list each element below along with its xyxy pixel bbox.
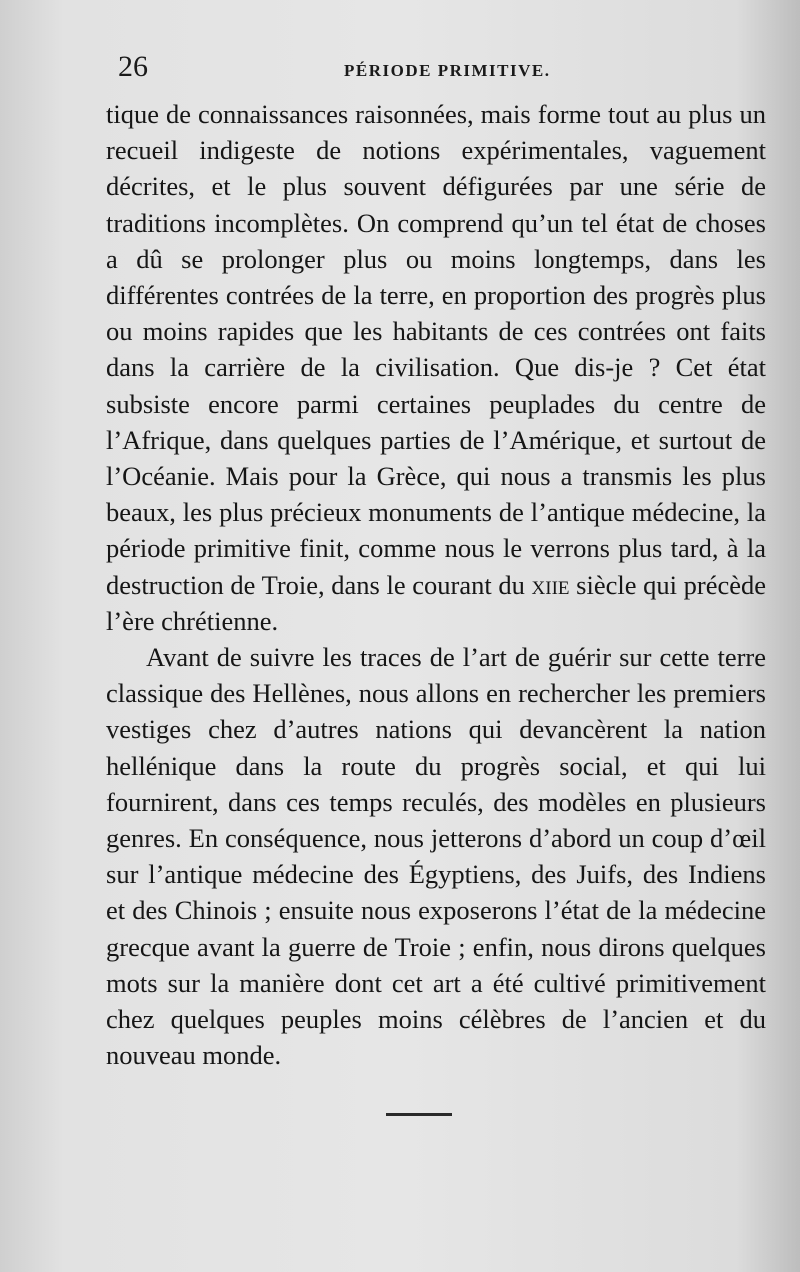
paragraph-1-text: tique de connaissances raisonnées, mais forme tout au plus un recueil indigeste de notions expérimentales, vaguement décrites, et le plus souvent défigurées par une série de traditions incomplètes. On comprend qu’un tel état de choses a dû se prolonger plus ou moins longtemps, dans les différentes contrées de la terre, en proportion des progrès plus ou moins rapides que les habitants de ces contrées ont faits dans la carrière de la civilisation. Que dis-je ? Cet état subsiste encore parmi certaines peuplades du centre de l’Afrique, dans quelques parties de l’Amérique, et surtout de l’Océanie. Mais pour la Grèce, qui nous a transmis les plus beaux, les plus précieux monuments de l’antique médecine, la période primitive finit, comme nous le verrons plus tard, à la destruction de Troie, dans le courant du [106,99,766,600]
body-text [106,96,766,1073]
page-number: 26 [118,50,148,83]
paragraph-1-text-end: siècle qui précède l’ère chrétienne. [106,569,767,636]
running-head: PÉRIODE PRIMITIVE. [344,61,551,80]
century-numeral: xiie [531,569,570,600]
paragraph-2: Avant de suivre les traces de l’art de guérir sur cette terre classique des Hellènes, nous allons en rechercher les premiers vestiges chez d’autres nations qui devancèrent la nation hellénique dans la route du progrès social, et qui lui fournirent, dans ces temps reculés, des modèles en plusieurs genres. En conséquence, nous jetterons d’abord un coup d’œil sur l’antique médecine des Égyptiens, des Juifs, des Indiens et des Chinois ; ensuite nous exposerons l’état de la médecine grecque avant la guerre de Troie ; enfin, nous dirons quelques mots sur la manière dont cet art a été cultivé primitivement chez quelques peuples moins célèbres de l’ancien et du nouveau monde. [106,642,766,1071]
page-header [118,50,558,86]
paragraph-1 [106,96,766,639]
section-end-rule [386,1113,452,1116]
